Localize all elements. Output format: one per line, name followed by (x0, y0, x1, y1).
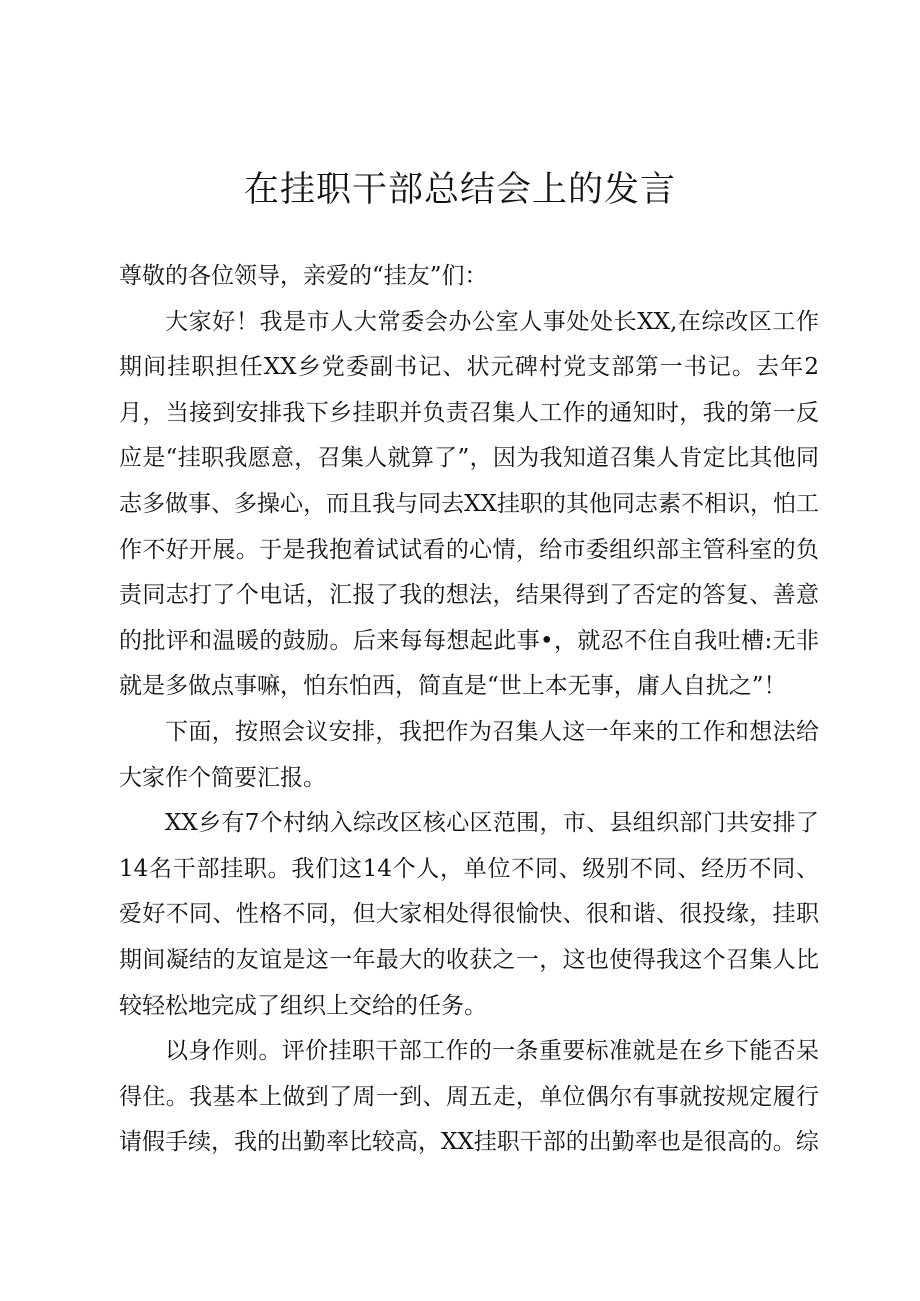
paragraph-team: XX乡有7个村纳入综改区核心区范围，市、县组织部门共安排了14名干部挂职。我们这14个人，单位不同、级别不同、经历不同、爱好不同、性格不同，但大家相处得很愉快、很和谐、很投缘，挂职期间凝结的友谊是这一年最大的收获之一，这也使得我这个召集人比较轻松地完成了组织上交给的任务。 (119, 810, 819, 1019)
paragraph-outline: 下面，按照会议安排，我把作为召集人这一年来的工作和想法给大家作个简要汇报。 (119, 718, 819, 791)
document-body (119, 254, 819, 1166)
paragraph-intro: 大家好！我是市人大常委会办公室人事处处长XX,在综改区工作期间挂职担任XX乡党委副书记、状元碑村党支部第一书记。去年2月，当接到安排我下乡挂职并负责召集人工作的通知时，我的第一反应是“挂职我愿意，召集人就算了”，因为我知道召集人肯定比其他同志多做事、多操心，而且我与同去XX挂职的其他同志素不相识，怕工作不好开展。于是我抱着试试看的心情，给市委组织部主管科室的负责同志打了个电话，汇报了我的想法，结果得到了否定的答复、善意的批评和温暖的鼓励。后来每每想起此事•，就忍不住自我吐槽:无非就是多做点事嘛，怕东怕西，简直是“世上本无事，庸人自扰之”！ (119, 308, 819, 700)
paragraph-example: 以身作则。评价挂职干部工作的一条重要标准就是在乡下能否呆得住。我基本上做到了周一到、周五走，单位偶尔有事就按规定履行请假手续，我的出勤率比较高，XX挂职干部的出勤率也是很高的。综 (119, 1038, 819, 1156)
greeting-line: 尊敬的各位领导，亲爱的“挂友”们： (119, 263, 488, 289)
document-title: 在挂职干部总结会上的发言 (243, 170, 676, 210)
